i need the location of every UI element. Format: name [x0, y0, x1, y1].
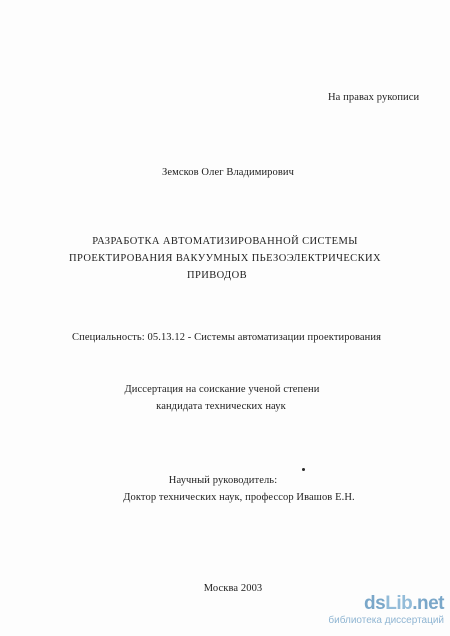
advisor-label: Научный руководитель:: [168, 475, 278, 486]
dslib-watermark: [328, 593, 444, 630]
stray-mark: [302, 468, 305, 471]
advisor-name: Доктор технических наук, профессор Ивашов Е.Н.: [123, 492, 355, 503]
specialty-line: Специальность: 05.13.12 - Системы автоматизации проектирования: [72, 332, 382, 343]
logo-prefix: ds: [364, 593, 386, 614]
city-year: Москва 2003: [203, 583, 263, 594]
title-line-3: ПРИВОДОВ: [186, 270, 248, 281]
title-line-2: ПРОЕКТИРОВАНИЯ ВАКУУМНЫХ ПЬЕЗОЭЛЕКТРИЧЕСКИХ: [69, 253, 381, 264]
title-line-1: РАЗРАБОТКА АВТОМАТИЗИРОВАННОЙ СИСТЕМЫ: [92, 236, 358, 247]
dslib-logo: [364, 594, 444, 614]
logo-suffix: .net: [412, 593, 444, 614]
logo-main: Lib: [385, 593, 413, 614]
degree-line-1: Диссертация на соискание ученой степени: [124, 384, 320, 395]
author-name: Земсков Олег Владимирович: [162, 167, 295, 178]
degree-line-2: кандидата технических наук: [156, 401, 286, 412]
rights-note: На правах рукописи: [328, 92, 420, 103]
watermark-subtitle: библиотека диссертаций: [328, 615, 444, 626]
